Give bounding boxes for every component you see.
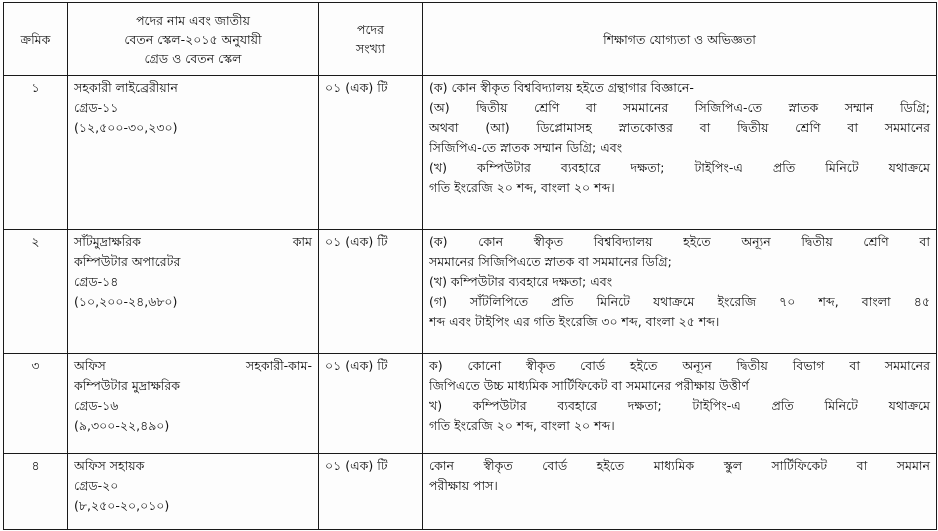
header-post-line: বেতন স্কেল-২০১৫ অনুযায়ী — [124, 31, 262, 47]
header-qualification-text: শিক্ষাগত যোগ্যতা ও অভিজ্ঞতা — [603, 31, 756, 47]
post-count: ০১ (এক) টি — [325, 458, 388, 473]
post-title-part: সহকারী-কাম- — [246, 358, 312, 373]
row-serial — [4, 354, 68, 454]
post-title: সহকারী লাইব্রেরীয়ান — [74, 80, 178, 95]
table-row — [4, 354, 937, 454]
qualification-line: (খ) কম্পিউটার ব্যবহারে দক্ষতা; টাইপিং-এ প্রতি মিনিটে যথাক্রমে — [429, 160, 930, 175]
qualification-line: সিজিপিএ-তে স্নাতক সম্মান ডিগ্রি; এবং — [429, 140, 623, 155]
serial-number: ১ — [31, 80, 40, 95]
qualification-line: অথবা (আ) ডিপ্লোমাসহ স্নাতকোত্তর বা দ্বিতীয় শ্রেণি বা সমমানের — [429, 120, 930, 135]
post-title-continued: কম্পিউটার অপারেটর — [74, 254, 181, 269]
post-title-part: সাঁটমুদ্রাক্ষরিক — [74, 234, 141, 249]
serial-number: ২ — [31, 234, 40, 249]
post-pay-scale: (৮,২৫০-২০,০১০) — [74, 498, 170, 513]
post-grade: গ্রেড-১৬ — [74, 398, 119, 413]
qualification-line: (অ) দ্বিতীয় শ্রেণি বা সমমানের সিজিপিএ-তে স্নাতক সম্মান ডিগ্রি; — [429, 100, 930, 115]
qualification-line: (খ) কম্পিউটার ব্যবহারে দক্ষতা; এবং — [429, 274, 613, 289]
table-header-row — [4, 3, 937, 76]
post-title — [74, 356, 312, 376]
qualification-line: পরীক্ষায় পাস। — [429, 478, 498, 493]
post-title-part: অফিস — [74, 358, 106, 373]
qualification-line: শব্দ এবং টাইপিং এর গতি ইংরেজি ৩০ শব্দ, বাংলা ২৫ শব্দ। — [429, 314, 720, 329]
post-title: অফিস সহায়ক — [74, 458, 145, 473]
row-qualification — [423, 230, 937, 354]
row-post-count — [319, 76, 423, 230]
header-count-line: পদের — [357, 22, 384, 37]
post-count: ০১ (এক) টি — [325, 80, 388, 95]
serial-number: ৩ — [31, 358, 40, 373]
post-count: ০১ (এক) টি — [325, 358, 388, 373]
row-post — [68, 230, 319, 354]
qualification-line: (ক) কোন স্বীকৃত বিশ্ববিদ্যালয় হইতে গ্রন্থাগার বিজ্ঞানে- — [429, 80, 694, 95]
row-post-count — [319, 354, 423, 454]
serial-number: ৪ — [31, 458, 40, 473]
header-post-count — [319, 3, 423, 76]
qualification-line: জিপিএতে উচ্চ মাধ্যমিক সার্টিফিকেট বা সমমানের পরীক্ষায় উত্তীর্ণ — [429, 378, 749, 393]
row-qualification — [423, 354, 937, 454]
qualification-line: গতি ইংরেজি ২০ শব্দ, বাংলা ২০ শব্দ। — [429, 418, 615, 433]
header-post-name — [68, 3, 319, 76]
post-title-continued: কম্পিউটার মুদ্রাক্ষরিক — [74, 378, 181, 393]
header-post-line: গ্রেড ও বেতন স্কেল — [144, 50, 242, 66]
post-grade: গ্রেড-১৪ — [74, 274, 119, 289]
qualification-line: খ) কম্পিউটার ব্যবহারে দক্ষতা; টাইপিং-এ প্রতি মিনিটে যথাক্রমে — [429, 398, 930, 413]
qualification-line: কোন স্বীকৃত বোর্ড হইতে মাধ্যমিক স্কুল সার্টিফিকেট বা সমমান — [429, 458, 930, 473]
header-serial — [4, 3, 68, 76]
table-row — [4, 76, 937, 230]
row-post — [68, 454, 319, 530]
qualification-line: ক) কোনো স্বীকৃত বোর্ড হইতে অন্যূন দ্বিতীয় বিভাগ বা সমমানের — [429, 358, 930, 373]
row-serial — [4, 454, 68, 530]
post-grade: গ্রেড-১১ — [74, 100, 119, 115]
header-qualification — [423, 3, 937, 76]
job-vacancy-table — [3, 2, 937, 530]
post-pay-scale: (১০,২০০-২৪,৬৮০) — [74, 294, 178, 309]
qualification-line: (ক) কোন স্বীকৃত বিশ্ববিদ্যালয় হইতে অন্যূন দ্বিতীয় শ্রেণি বা — [429, 234, 930, 249]
header-count-line: সংখ্যা — [355, 41, 386, 56]
header-post-line: পদের নাম এবং জাতীয় — [136, 12, 250, 28]
row-qualification — [423, 454, 937, 530]
post-title — [74, 232, 312, 252]
row-serial — [4, 76, 68, 230]
post-count: ০১ (এক) টি — [325, 234, 388, 249]
qualification-line: সমমানের সিজিপিএতে স্নাতক বা সমমানের ডিগ্রি; — [429, 254, 672, 269]
post-grade: গ্রেড-২০ — [74, 478, 119, 493]
row-post-count — [319, 230, 423, 354]
row-post — [68, 76, 319, 230]
qualification-line: গতি ইংরেজি ২০ শব্দ, বাংলা ২০ শব্দ। — [429, 180, 615, 195]
row-post — [68, 354, 319, 454]
row-post-count — [319, 454, 423, 530]
post-title-part: কাম — [292, 234, 312, 249]
table-row — [4, 230, 937, 354]
post-pay-scale: (৯,৩০০-২২,৪৯০) — [74, 418, 170, 433]
table-row — [4, 454, 937, 530]
post-pay-scale: (১২,৫০০-৩০,২৩০) — [74, 120, 178, 135]
row-serial — [4, 230, 68, 354]
row-qualification — [423, 76, 937, 230]
qualification-line: (গ) সাঁটলিপিতে প্রতি মিনিটে যথাক্রমে ইংরেজি ৭০ শব্দ, বাংলা ৪৫ — [429, 294, 930, 309]
header-serial-text: ক্রমিক — [20, 31, 51, 47]
